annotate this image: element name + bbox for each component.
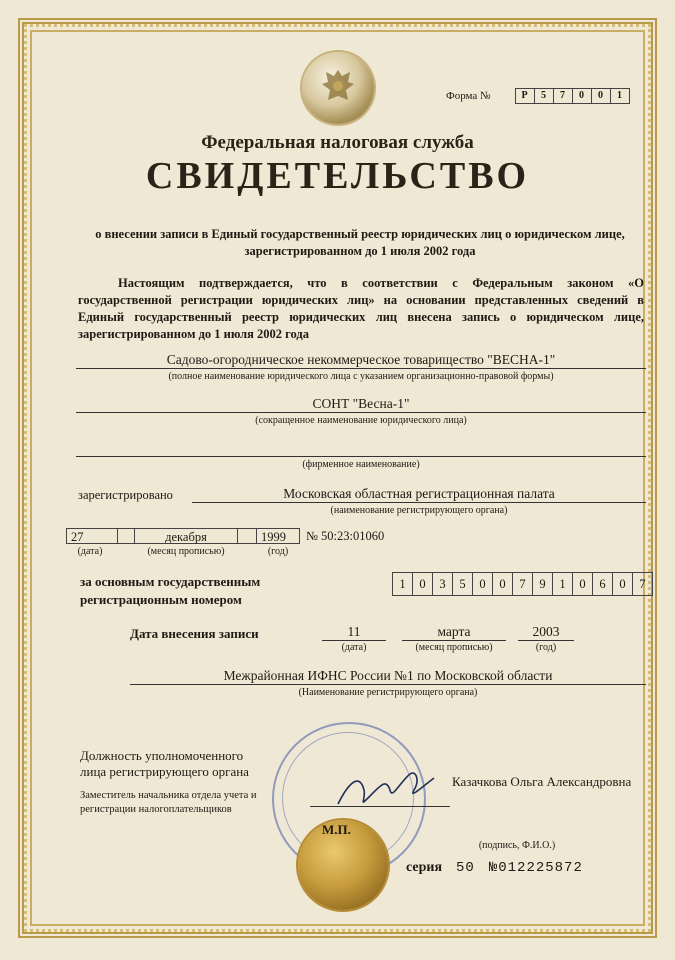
ogrn-digit: 6 [593, 572, 613, 596]
form-code-char: 0 [573, 88, 592, 104]
entry-year-caption: (год) [535, 642, 557, 653]
state-emblem-hologram [302, 52, 374, 124]
entry-year-field: 2003 [518, 624, 574, 641]
firm-name-field [76, 440, 646, 457]
entry-date-label: Дата внесения записи [130, 626, 259, 641]
reg-month-box-spacer [237, 528, 257, 544]
eagle-icon [318, 66, 358, 110]
signature-line [310, 806, 450, 807]
short-name-field: СОНТ "Весна-1" [76, 396, 646, 413]
entry-authority-field: Межрайонная ИФНС России №1 по Московской области [130, 668, 646, 685]
entry-month-field: марта [402, 624, 506, 641]
entry-day-field: 11 [322, 624, 386, 641]
form-number-label: Форма № [446, 90, 491, 102]
ogrn-digit: 9 [533, 572, 553, 596]
signature-caption: (подпись, Ф.И.О.) [478, 840, 556, 851]
form-code-char: 1 [611, 88, 630, 104]
serial-label: серия [406, 860, 443, 875]
entry-month-caption: (месяц прописью) [415, 642, 493, 653]
short-name-caption: (сокращенное наименование юридического лица) [255, 415, 467, 426]
reg-day-caption: (дата) [77, 546, 103, 557]
form-code-boxes [515, 88, 630, 104]
ogrn-digit: 0 [573, 572, 593, 596]
ogrn-digit: 1 [392, 572, 413, 596]
reg-month-caption: (месяц прописью) [147, 546, 225, 557]
form-code-char: 5 [535, 88, 554, 104]
registration-authority-caption: (наименование регистрирующего органа) [330, 505, 508, 516]
ogrn-label-1: за основным государственным [80, 574, 261, 589]
ogrn-digit: 0 [473, 572, 493, 596]
signatory-position-value-1: Заместитель начальника отдела учета и [80, 790, 257, 801]
stamp-place-label: М.П. [322, 822, 351, 837]
signatory-position-value-2: регистрации налогоплательщиков [80, 804, 232, 815]
certificate-serial [406, 860, 583, 876]
issuing-service: Федеральная налоговая служба [201, 132, 474, 153]
form-code-char: Р [515, 88, 535, 104]
reg-day-box-spacer [117, 528, 135, 544]
reg-day-box: 27 [66, 528, 118, 544]
full-name-field: Садово-огородническое некоммерческое товарищество "ВЕСНА-1" [76, 352, 646, 369]
ogrn-digit: 5 [453, 572, 473, 596]
registered-label: зарегистрировано [78, 488, 173, 502]
reg-year-box: 1999 [256, 528, 300, 544]
reg-month-box: декабря [134, 528, 238, 544]
ogrn-digit: 1 [553, 572, 573, 596]
signatory-position-label-2: лица регистрирующего органа [80, 764, 249, 779]
ogrn-digit: 0 [493, 572, 513, 596]
reg-year-caption: (год) [267, 546, 289, 557]
ogrn-digit: 0 [413, 572, 433, 596]
serial-series: 50 [456, 860, 475, 876]
document-subtitle: о внесении записи в Единый государственный реестр юридических лиц о юридическом лице, зарегистрированном до 1 июля 2002 года [95, 227, 625, 258]
document-title: СВИДЕТЕЛЬСТВО [145, 155, 530, 197]
entry-day-caption: (дата) [341, 642, 367, 653]
ogrn-boxes [392, 572, 653, 596]
serial-number: №012225872 [488, 860, 583, 876]
registration-authority-field: Московская областная регистрационная палата [192, 486, 646, 503]
ogrn-digit: 7 [633, 572, 653, 596]
handwritten-signature [330, 760, 440, 820]
ogrn-label-2: регистрационным номером [80, 592, 242, 607]
signatory-position-label-1: Должность уполномоченного [80, 748, 244, 763]
entry-authority-caption: (Наименование регистрирующего органа) [298, 687, 478, 698]
form-number [446, 88, 630, 104]
ogrn-digit: 3 [433, 572, 453, 596]
form-code-char: 7 [554, 88, 573, 104]
firm-name-caption: (фирменное наименование) [302, 459, 420, 470]
signatory-name: Казачкова Ольга Александровна [452, 774, 632, 789]
reg-number: № 50:23:01060 [306, 529, 385, 543]
form-code-char: 0 [592, 88, 611, 104]
certification-paragraph: Настоящим подтверждается, что в соответствии с Федеральным законом «О государственной регистрации юридических лиц» на основании представленных сведений в Единый государственный реестр юридических лиц внесена запись о юридическом лице, зарегистрированном до 1 июля 2002 года [78, 276, 644, 341]
ogrn-digit: 7 [513, 572, 533, 596]
full-name-caption: (полное наименование юридического лица с указанием организационно-правовой формы) [168, 371, 554, 382]
ogrn-digit: 0 [613, 572, 633, 596]
